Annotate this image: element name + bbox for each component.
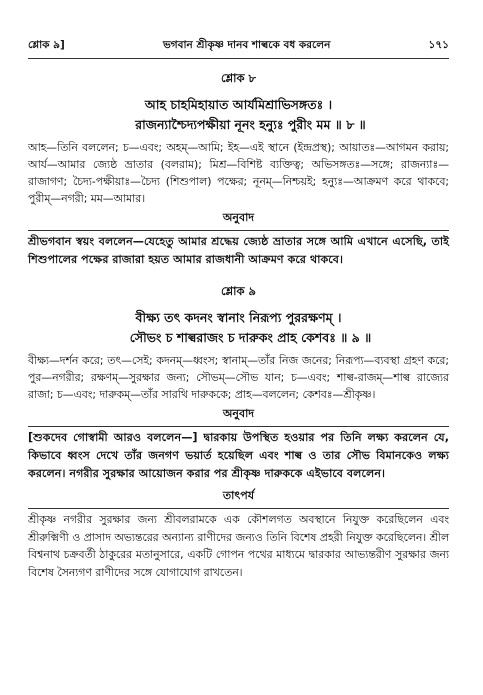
- sloka-9-verse-line-2: সৌভং চ শাল্বরাজং চ দারুকং প্রাহ কেশবঃ ॥ ৯ ॥: [129, 330, 372, 345]
- sloka-8-verse-line-2: রাজন্যাশ্চৈদ্যপক্ষীয়া নূনং হন্যুঃ পুরীং মম ॥ ৮ ॥: [135, 117, 366, 132]
- page-content: [28, 66, 449, 581]
- header-chapter-title: ভগবান শ্রীকৃষ্ণ দানব শাল্বকে বধ করলেন: [162, 38, 331, 51]
- sloka-9-verse-line-1: বীক্ষ্য তৎ কদনং স্বানাং নিরূপ্য পুররক্ষণম্ ।: [135, 310, 342, 325]
- sloka-8-heading: শ্লোক ৮: [220, 71, 257, 85]
- sloka-9-heading: শ্লোক ৯: [220, 284, 257, 298]
- sloka-9-purport-label: তাৎপর্য: [222, 489, 255, 502]
- sloka-8-translation-label: অনুবাদ: [222, 211, 255, 224]
- sloka-8-verse: [28, 95, 449, 135]
- running-header: [28, 36, 449, 56]
- sloka-9-translation-divider: [28, 426, 449, 427]
- sloka-9-synonyms: বীক্ষ্য—দর্শন করে; তৎ—সেই; কদনম্—ধ্বংস; স্বানাম্—তাঁর নিজ জনের; নিরূপ্য—ব্যবস্থা গ্রহণ করে; পুর—নগরীর; রক্ষণম্—সুরক্ষার জন্য; সৌভম্—সৌভ যান; চ—এবং; শাল্ব-রাজম্—শাল্ব রাজ্যের রাজা; চ—এবং; দারুকম্—তাঁর সারথি দারুককে; প্রাহ—বললেন; কেশবঃ—শ্রীকৃষ্ণ।: [28, 354, 449, 401]
- header-divider: [28, 58, 449, 59]
- sloka-8-synonyms: আহ—তিনি বললেন; চ—এবং; অহম্—আমি; ইহ—এই স্থানে (ইন্দ্রপ্রস্থ); আয়াতঃ—আগমন করায়; আর্য—আমার জ্যেষ্ঠ ভ্রাতার (বলরাম); মিশ্র—বিশিষ্ট ব্যক্তিত্ব; অভিসঙ্গতঃ—সঙ্গে; রাজন্যাঃ—রাজাগণ; চৈদ্য-পক্ষীয়াঃ—চৈদ্য (শিশুপাল) পক্ষের; নূনম্—নিশ্চয়ই; হন্যুঃ—আক্রমণ করে থাকবে; পুরীম্—নগরী; মম—আমার।: [28, 141, 449, 205]
- sloka-8-translation-divider: [28, 230, 449, 231]
- sloka-9-purport: শ্রীকৃষ্ণ নগরীর সুরক্ষার জন্য শ্রীবলরামকে এক কৌশলগত অবস্থানে নিযুক্ত করেছিলেন এবং শ্রীরুক্মিণী ও প্রাসাদ অভ্যন্তরের অন্যান্য রাণীদের জন্যও তিনি বিশেষ প্রহরী নিযুক্ত করেছিলেন। শ্রীল বিশ্বনাথ চক্রবর্তী ঠাকুরের মতানুসারে, একটি গোপন পথের মাধ্যমে দ্বারকার আভ্যন্তরীণ সুরক্ষার জন্য বিশেষ সৈন্যগণ রাণীদের সঙ্গে যোগাযোগ রাখতেন।: [28, 513, 449, 579]
- header-verse-ref: শ্লোক ৯]: [28, 38, 65, 51]
- sloka-9-translation: [শুকদেব গোস্বামী আরও বললেন—] দ্বারকায় উপস্থিত হওয়ার পর তিনি লক্ষ্য করলেন যে, কিভাবে ধ্বংস দেখে তাঁর জনগণ ভয়ার্ত হয়েছিল এবং শাল্ব ও তার সৌভ বিমানকেও লক্ষ্য করলেন। নগরীর সুরক্ষার আয়োজন করার পর শ্রীকৃষ্ণ দারুককে এইভাবে বললেন।: [28, 431, 449, 480]
- sloka-9-verse: [28, 308, 449, 348]
- sloka-8-verse-line-1: আহ চাহমিহায়াত আর্যমিশ্রাভিসঙ্গতঃ ।: [144, 97, 333, 112]
- sloka-9-purport-divider: [28, 508, 449, 509]
- page-number: ১৭১: [428, 38, 449, 51]
- sloka-9-translation-label: অনুবাদ: [222, 407, 255, 420]
- sloka-8-translation: শ্রীভগবান স্বয়ং বললেন—যেহেতু আমার শ্রদ্ধেয় জ্যেষ্ঠ ভ্রাতার সঙ্গে আমি এখানে এসেছি, তাই শিশুপালের পক্ষের রাজারা হয়ত আমার রাজধানী আক্রমণ করে থাকবে।: [28, 235, 449, 266]
